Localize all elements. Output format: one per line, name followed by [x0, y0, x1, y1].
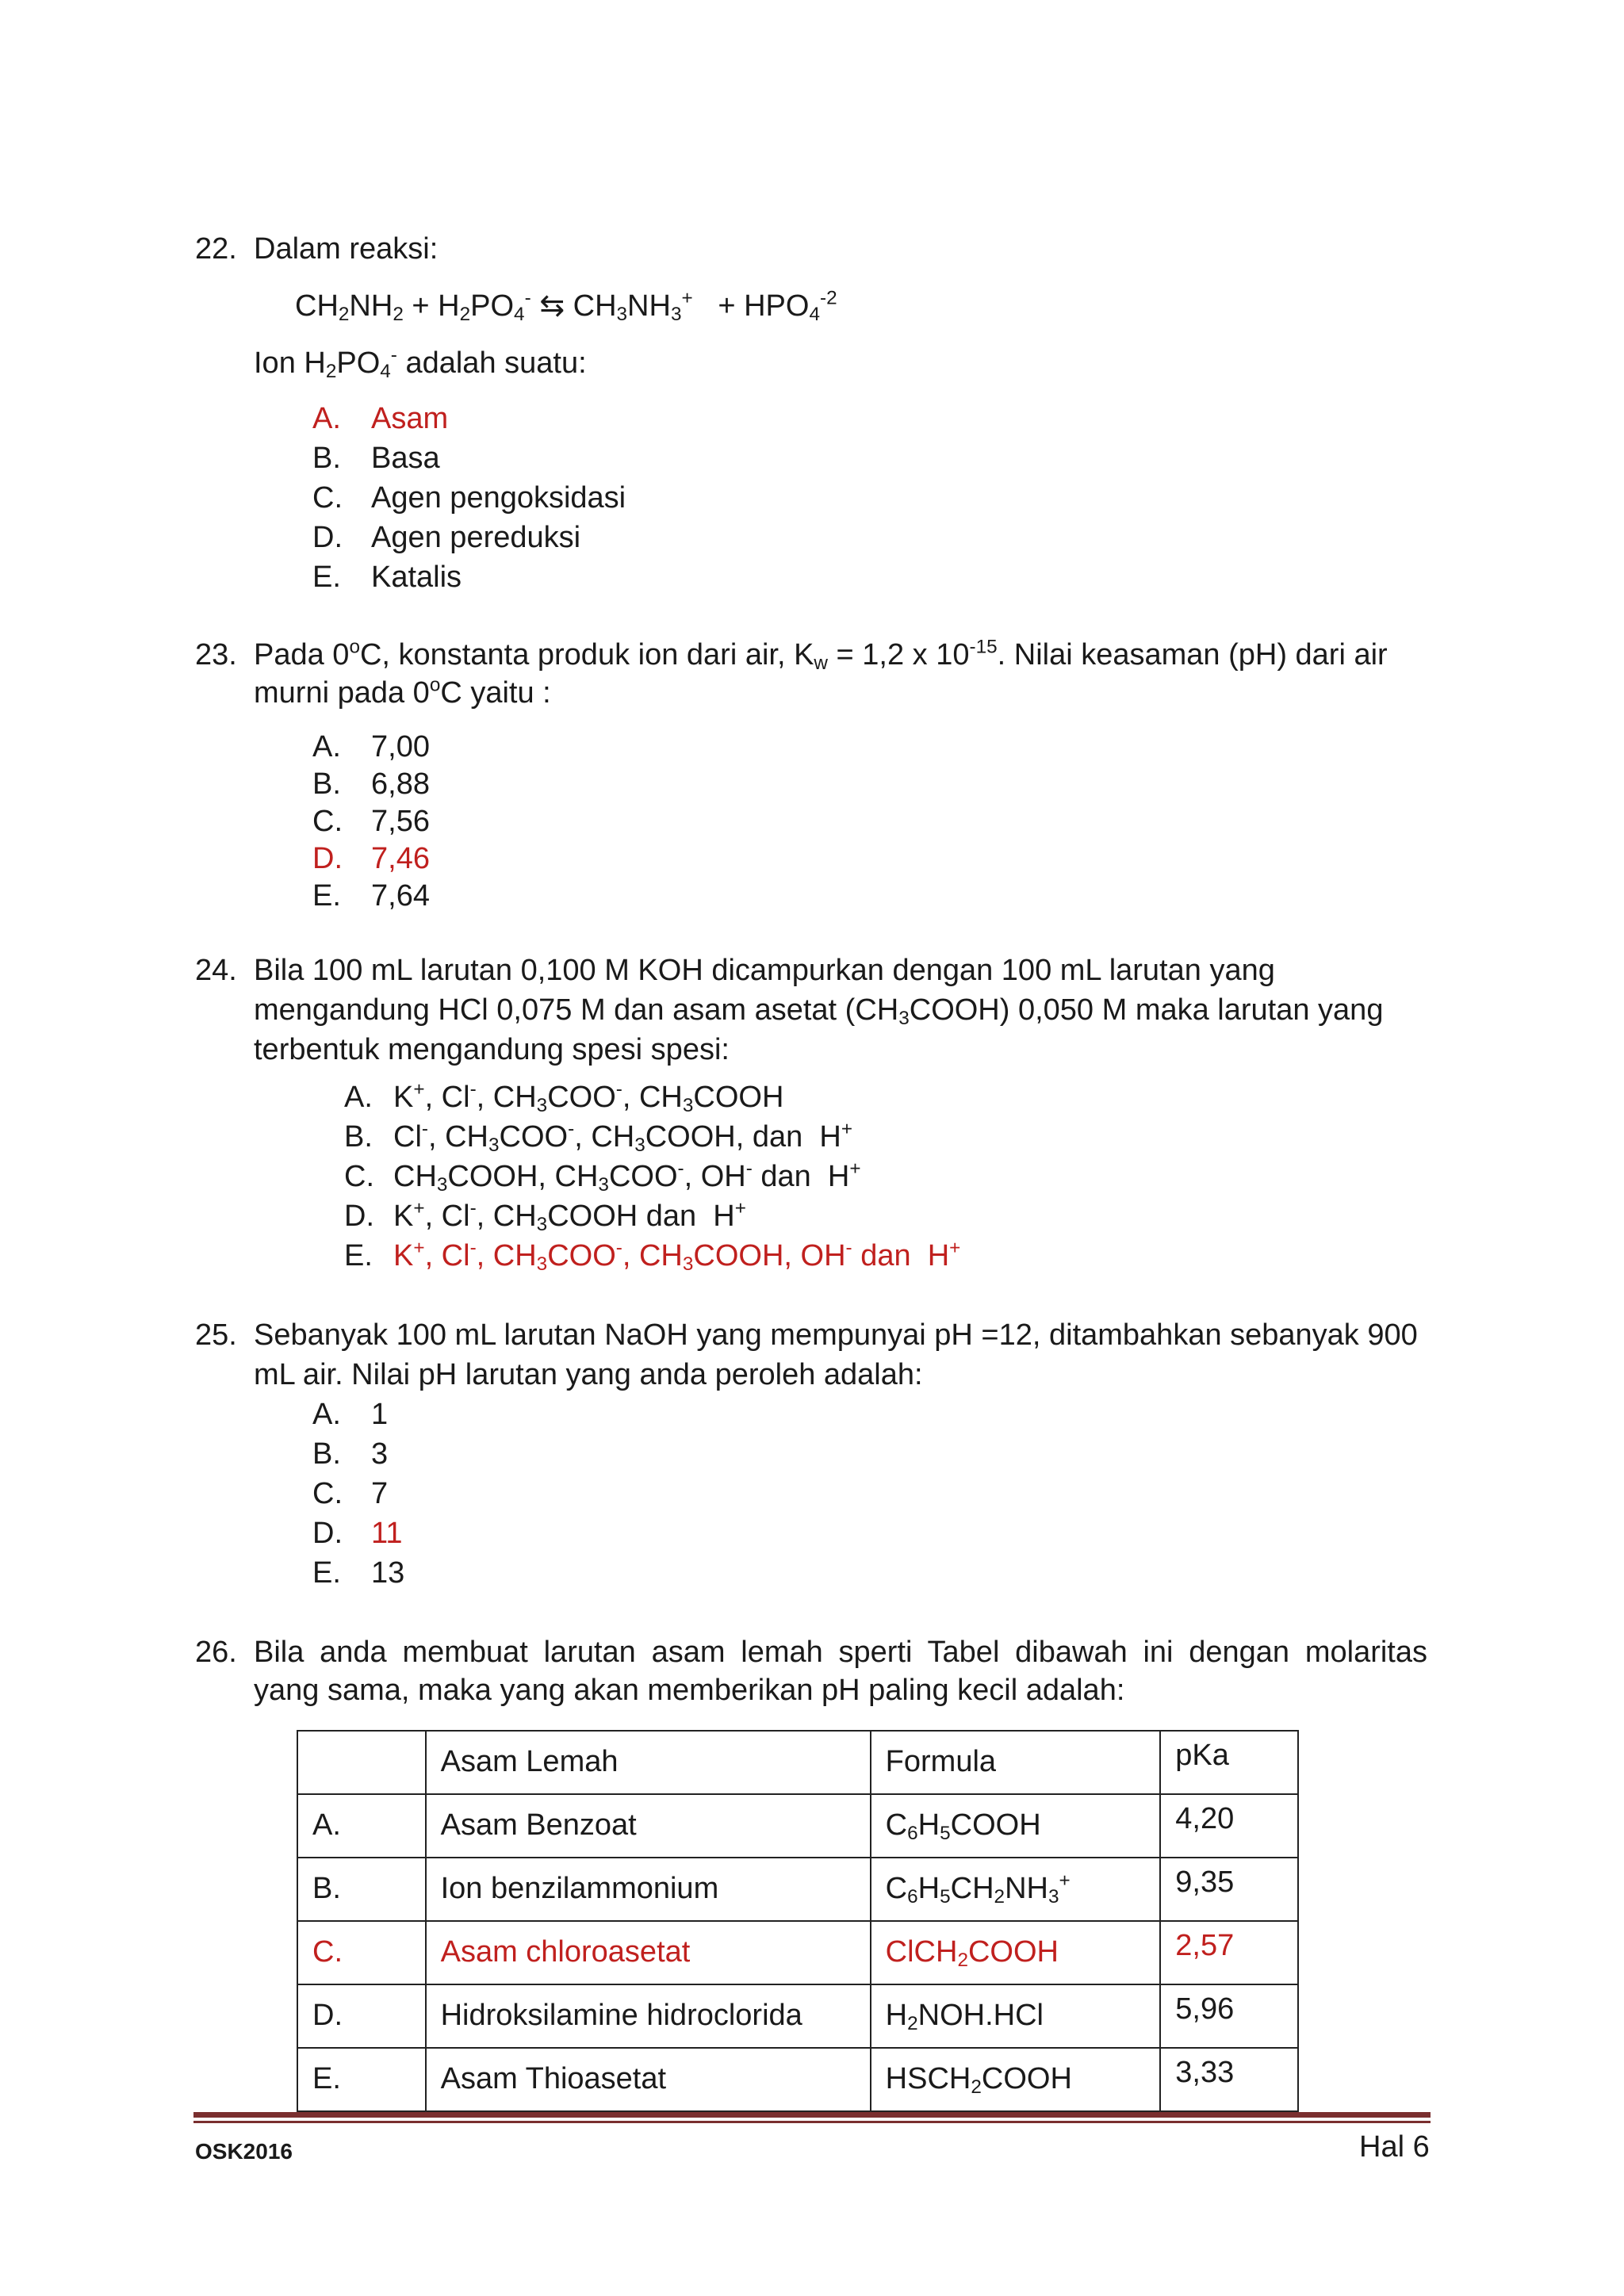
option-d: D. K+, Cl-, $CH_3COOH$ dan H+ — [344, 1197, 746, 1236]
acid-pka: 2,57 — [1160, 1921, 1298, 1984]
reaction-equation: $CH_2NH_2 + H_2PO_4^-$ ⇆ $CH_3NH_3^+ + HPO_4^{-2}$ — [295, 287, 837, 326]
question-line-1: Bila anda membuat larutan asam lemah sperti Tabel dibawah ini dengan molaritas — [254, 1636, 1427, 1669]
row-letter: C. — [297, 1921, 426, 1984]
table-header-cell — [297, 1731, 426, 1794]
option-a: A. 7,00 — [312, 730, 430, 763]
table-row — [297, 1794, 1298, 1858]
acid-name: Ion benzilammonium — [426, 1858, 871, 1921]
option-a: A. 1 — [312, 1398, 389, 1431]
option-b: B. Basa — [312, 442, 440, 475]
acid-formula: ClCH$_2$COOH — [871, 1921, 1161, 1984]
question-number: 24. — [195, 954, 237, 987]
acid-name: Asam Thioasetat — [426, 2048, 871, 2111]
question-line-2: murni pada 0$^o$C yaitu : — [254, 674, 551, 710]
option-d: D. Agen pereduksi — [312, 521, 581, 554]
acid-formula: $HSCH_2COOH$ — [871, 2048, 1161, 2111]
option-a: A. Asam — [312, 402, 449, 435]
table-row — [297, 1984, 1298, 2048]
table-header-cell: Asam Lemah — [426, 1731, 871, 1794]
option-c: C. Agen pengoksidasi — [312, 481, 626, 515]
question-number: 25. — [195, 1318, 237, 1352]
row-letter: B. — [297, 1858, 426, 1921]
table-row — [297, 1858, 1298, 1921]
acid-formula: $C_6H_5COOH$ — [871, 1794, 1161, 1858]
row-letter: A. — [297, 1794, 426, 1858]
question-number: 26. — [195, 1636, 237, 1669]
option-c: C. $CH_3COOH$, $CH_3COO^-$, OH- dan H+ — [344, 1158, 861, 1196]
table-row — [297, 1921, 1298, 1984]
acid-formula: $C_6H_5CH_2NH_3^+$ — [871, 1858, 1161, 1921]
question-line-1: Pada 0$^o$C, konstanta produk ion dari air, $K_w = 1,2$ x $10^{-15}$. Nilai keasaman (pH) dari air — [254, 636, 1388, 675]
question-line-1: Bila 100 mL larutan 0,100 M KOH dicampurkan dengan 100 mL larutan yang — [254, 954, 1275, 987]
question-intro: Dalam reaksi: — [254, 232, 439, 266]
option-d: D. 7,46 — [312, 842, 430, 875]
option-b: B. Cl-, $CH_3COO^-$, $CH_3COOH$, dan H+ — [344, 1118, 853, 1157]
option-e: E. 7,64 — [312, 879, 430, 913]
option-e: E. Katalis — [312, 561, 462, 594]
option-e: E. 13 — [312, 1556, 405, 1590]
footer-rule — [193, 2112, 1431, 2118]
question-line-2: mengandung HCl 0,075 M dan asam asetat $(CH_3COOH)$ 0,050 M maka larutan yang — [254, 993, 1384, 1030]
row-letter: E. — [297, 2048, 426, 2111]
question-number: 23. — [195, 638, 237, 672]
question-stem: Ion $H_2PO_4^-$ adalah suatu: — [254, 344, 587, 383]
question-number: 22. — [195, 232, 237, 266]
option-c: C. 7,56 — [312, 805, 430, 838]
option-a: A. K+, Cl-, $CH_3COO^-$, $CH_3COOH$ — [344, 1078, 784, 1117]
acid-name: Hidroksilamine hidroclorida — [426, 1984, 871, 2048]
acid-pka: 4,20 — [1160, 1794, 1298, 1858]
acid-pka: 5,96 — [1160, 1984, 1298, 2048]
question-line-3: terbentuk mengandung spesi spesi: — [254, 1033, 730, 1066]
acid-pka: 9,35 — [1160, 1858, 1298, 1921]
footer-page-number: Hal 6 — [1359, 2130, 1430, 2164]
table-row — [297, 2048, 1298, 2111]
acid-pka: 3,33 — [1160, 2048, 1298, 2111]
table-header-cell: Formula — [871, 1731, 1161, 1794]
option-b: B. 3 — [312, 1437, 389, 1471]
acid-name: Asam Benzoat — [426, 1794, 871, 1858]
footer-exam-code: OSK2016 — [195, 2139, 293, 2164]
weak-acid-table — [297, 1730, 1299, 2112]
option-c: C. 7 — [312, 1477, 389, 1510]
table-header-cell: pKa — [1160, 1731, 1298, 1794]
option-b: B. 6,88 — [312, 767, 430, 801]
acid-formula: $H_2NOH.HCl$ — [871, 1984, 1161, 2048]
footer-rule-thin — [193, 2121, 1431, 2123]
question-line-1: Sebanyak 100 mL larutan NaOH yang mempunyai pH =12, ditambahkan sebanyak 900 — [254, 1318, 1418, 1352]
option-d: D. 11 — [312, 1517, 403, 1550]
option-e: E. K+, Cl-, $CH_3COO^-$, $CH_3COOH$, OH- dan H+ — [344, 1237, 961, 1276]
table-header-row — [297, 1731, 1298, 1794]
row-letter: D. — [297, 1984, 426, 2048]
acid-name: Asam chloroasetat — [426, 1921, 871, 1984]
question-line-2: yang sama, maka yang akan memberikan pH paling kecil adalah: — [254, 1674, 1125, 1707]
question-line-2: mL air. Nilai pH larutan yang anda peroleh adalah: — [254, 1358, 923, 1391]
